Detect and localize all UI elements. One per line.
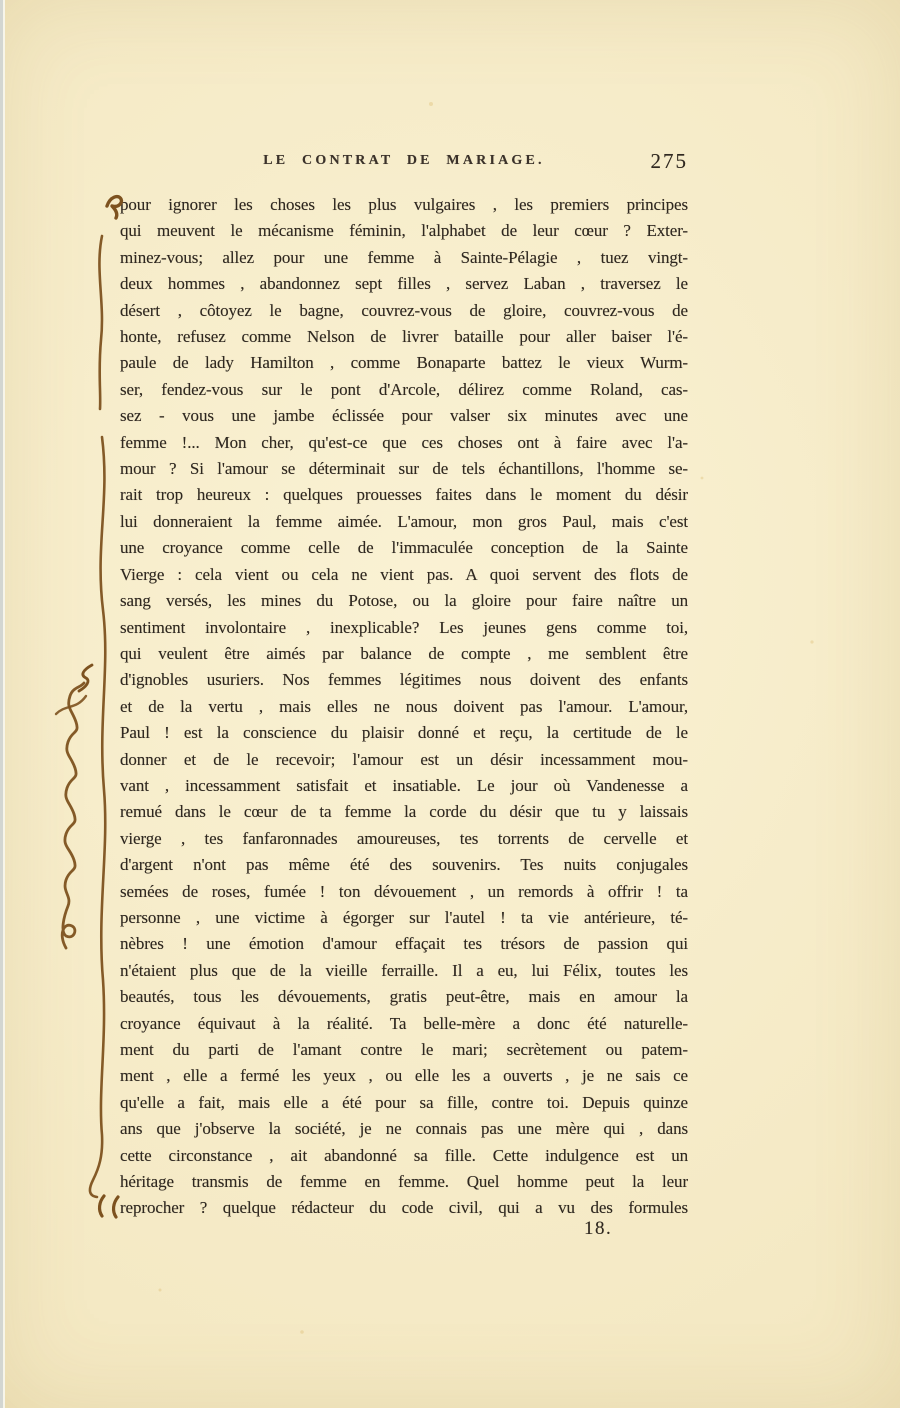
margin-signature-scribble — [62, 683, 84, 948]
body-text-line: rait trop heureux : quelques prouesses faites dans le moment du désir — [120, 485, 688, 505]
body-text-line: remué dans le cœur de ta femme la corde du désir que tu y laissais — [120, 802, 688, 822]
body-text-line: vant , incessamment satisfait et insatiable. Le jour où Vandenesse a — [120, 775, 688, 795]
margin-end-paren-1 — [100, 1196, 104, 1216]
body-text-line: personne , une victime à égorger sur l'autel ! ta vie antérieure, té- — [120, 907, 688, 927]
body-text-line: désert , côtoyez le bagne, couvrez-vous de gloire, couvrez-vous de — [120, 300, 688, 320]
scan-edge-strip — [0, 0, 8, 1408]
margin-line-lower — [90, 437, 105, 1197]
body-text-line: n'étaient plus que de la vieille ferraille. Il a eu, lui Félix, toutes les — [120, 960, 688, 980]
printer-signature-mark: 18. — [584, 1218, 613, 1239]
running-title: LE CONTRAT DE MARIAGE. — [263, 153, 545, 168]
body-text-line: minez-vous; allez pour une femme à Sainte-Pélagie , tuez vingt- — [120, 247, 688, 267]
body-text-line: pour ignorer les choses les plus vulgaires , les premiers principes — [120, 195, 688, 214]
body-text-line: honte, refusez comme Nelson de livrer bataille pour aller baiser l'é- — [120, 327, 688, 347]
body-text-line: qu'elle a fait, mais elle a été pour sa fille, contre toi. Depuis quinze — [120, 1092, 688, 1112]
body-text-line: ans que j'observe la société, je ne connais pas une mère qui , dans — [120, 1119, 688, 1139]
body-text-line: héritage transmis de femme en femme. Quel homme peut la leur — [120, 1172, 688, 1192]
body-text-line: une croyance comme celle de l'immaculée conception de la Sainte — [120, 538, 688, 558]
body-text-line: ment du parti de l'amant contre le mari; secrètement ou patem- — [120, 1040, 688, 1059]
body-text-line: sez - vous une jambe éclissée pour valser six minutes avec une — [120, 406, 688, 426]
body-text-line: deux hommes , abandonnez sept filles , servez Laban , traversez le — [120, 274, 688, 294]
body-text-line: Paul ! est la conscience du plaisir donné et reçu, la certitude de le — [120, 723, 688, 743]
body-text-line: reprocher ? quelque rédacteur du code civil, qui a vu des formules — [120, 1198, 688, 1218]
body-text-line: croyance équivaut à la réalité. Ta belle-mère a donc été naturelle- — [120, 1013, 688, 1033]
body-text-line: sentiment involontaire , inexplicable? Les jeunes gens comme toi, — [120, 617, 688, 637]
body-text-line: ser, fendez-vous sur le pont d'Arcole, délirez comme Roland, cas- — [120, 379, 688, 399]
body-text-line: lui donneraient la femme aimée. L'amour, mon gros Paul, mais c'est — [120, 511, 688, 531]
body-text-line: d'argent n'ont pas même été des souvenirs. Tes nuits conjugales — [120, 855, 688, 875]
margin-line-upper — [99, 236, 102, 409]
page-number: 275 — [650, 149, 688, 173]
body-text-line: sang versés, les mines du Potose, ou la gloire pour faire naître un — [120, 591, 688, 611]
body-text-line: mour ? Si l'amour se déterminait sur de tels échantillons, l'homme se- — [120, 459, 688, 479]
body-text-line: donner et de le recevoir; l'amour est un désir incessamment mou- — [120, 749, 688, 769]
body-text-line: semées de roses, fumée ! ton dévouement , un remords à offrir ! ta — [120, 881, 688, 901]
margin-signature-flourish — [56, 696, 86, 714]
running-header — [120, 149, 688, 179]
body-text-line: ment , elle a fermé les yeux , ou elle les a ouverts , je ne sais ce — [120, 1066, 688, 1086]
body-text-line: d'ignobles usuriers. Nos femmes légitimes nous doivent des enfants — [120, 670, 688, 690]
body-text-line: Vierge : cela vient ou cela ne vient pas. A quoi servent des flots de — [120, 564, 688, 584]
body-text-line: qui veulent être aimés par balance de compte , me semblent être — [120, 643, 688, 663]
body-text-line: vierge , tes fanfaronnades amoureuses, tes torrents de cervelle et — [120, 828, 688, 848]
body-text-line: cette circonstance , ait abandonné sa fille. Cette indulgence est un — [120, 1145, 688, 1165]
body-text-line: beautés, tous les dévouements, gratis peut-être, mais en amour la — [120, 987, 688, 1007]
body-text-line: femme !... Mon cher, qu'est-ce que ces choses ont à faire avec l'a- — [120, 432, 688, 452]
margin-z-mark — [79, 665, 92, 691]
margin-end-paren-2 — [114, 1197, 118, 1217]
body-text-line: paule de lady Hamilton , comme Bonaparte battez le vieux Wurm- — [120, 353, 688, 373]
body-text-line: nèbres ! une émotion d'amour effaçait tes trésors de passion qui — [120, 934, 688, 954]
body-text-line: et de la vertu , mais elles ne nous doivent pas l'amour. L'amour, — [120, 696, 688, 716]
body-text-line: qui meuvent le mécanisme féminin, l'alphabet de leur cœur ? Exter- — [120, 221, 688, 241]
body-text-block — [120, 192, 688, 1223]
